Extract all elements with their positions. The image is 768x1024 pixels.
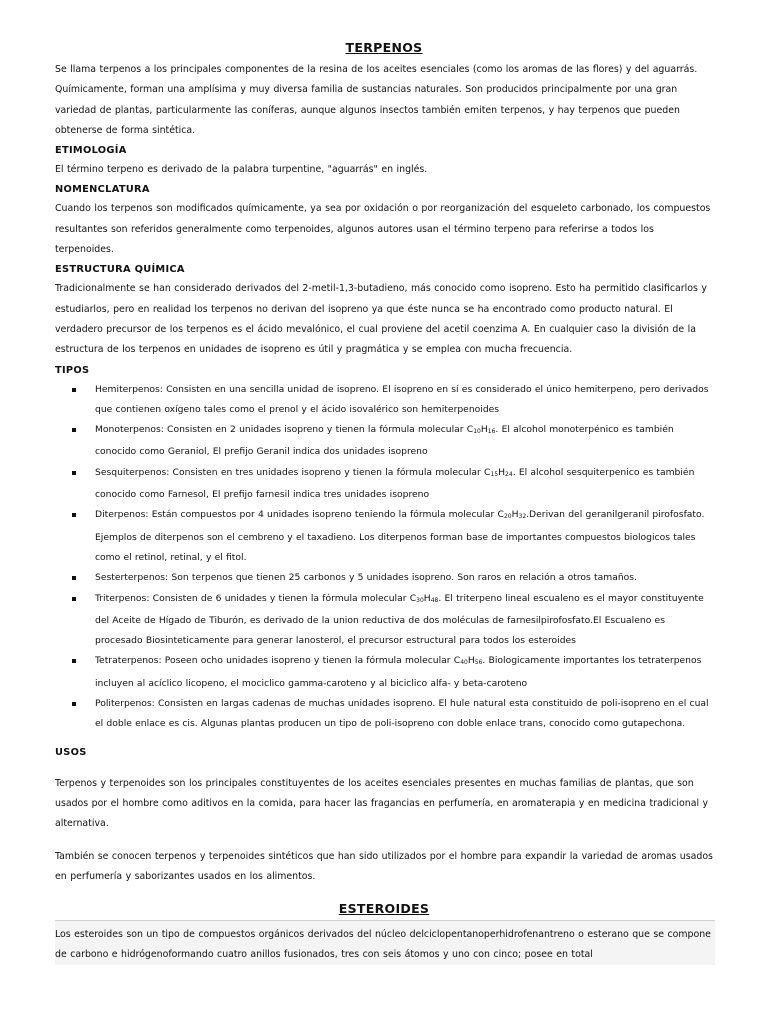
usos-paragraph-1: Terpenos y terpenoides son los principales constituyentes de los aceites esenciales presentes en muchas familias de plantas, que son usados por el hombre como aditivos en la comida, para hacer las fragancias en perfumería, en aromaterapia y en medicina tradicional y alternativa. — [55, 777, 709, 830]
esteroides-body — [55, 920, 715, 965]
tipo-monoterpenos — [95, 420, 714, 463]
tipo-triterpenos — [95, 589, 714, 652]
nomenclatura-heading: NOMENCLATURA — [55, 184, 150, 196]
tipo-diterpenos — [95, 505, 714, 568]
tipo-sesterterpenos: Sesterterpenos: Son terpenos que tienen 25 carbonos y 5 unidades isopreno. Son raros en relación a otros tamaños. — [95, 568, 714, 588]
spacer — [55, 735, 714, 743]
di-sub-h: 32 — [518, 513, 527, 521]
tetra-text-c: . Biologicamente importantes los tetraterpenos incluyen al acíclico licopeno, el mociclico gamma-caroteno y al biciclico alfa- y beta-caroteno — [95, 655, 702, 689]
tri-text-c: . El triterpeno lineal escualeno es el mayor constituyente del Aceite de Hígado de Tiburón, es derivado de la union reductiva de dos moléculas de farnesilpirofosfato.El Escualeno es procesado Biosinteticamente para generar lanosterol, el precursor estructural para todos los esteroides — [95, 592, 704, 647]
esteroides-paragraph: Los esteroides son un tipo de compuestos orgánicos derivados del núcleo delciclopentanoperhidrofenantreno o esterano que se compone de carbono e hidrógenoformando cuatro anillos fusionados, tres con seis átomos y uno con cinco; posee en total — [55, 929, 711, 961]
mono-sub-c: 10 — [473, 428, 481, 436]
tipo-hemiterpenos: Hemiterpenos: Consisten en una sencilla unidad de isopreno. El isopreno en sí es considerado el único hemiterpeno, pero derivados que contienen oxígeno tales como el prenol y el ácido isovalérico son hemiterpenoides — [95, 380, 714, 421]
mono-text-a: Monoterpenos: Consisten en 2 unidades isopreno y tienen la fórmula molecular C — [95, 424, 474, 436]
tri-text-a: Triterpenos: Consisten de 6 unidades y tienen la fórmula molecular C — [95, 592, 417, 604]
di-text-c: .Derivan del geranilgeranil pirofosfato. Ejemplos de diterpenos son el cembreno y el taxadieno. Los diterpenos forman base de importantes compuestos biologicos tales como el retinol, retinal, y el fitol. — [95, 509, 705, 563]
nomenclatura-paragraph: Cuando los terpenos son modificados químicamente, ya sea por oxidación o por reorganización del esqueleto carbonado, los compuestos resultantes son referidos generalmente como terpenoides, algunos autores usan el término terpeno para referirse a todos los terpenoides. — [55, 203, 711, 256]
di-text-b: H — [511, 509, 519, 521]
estructura-paragraph: Tradicionalmente se han considerado derivados del 2-metil-1,3-butadieno, más conocido como isopreno. Esto ha permitido clasificarlos y estudiarlos, pero en realidad los terpenos no derivan del isopreno ya que éste nunca se ha encontrado como producto natural. El verdadero precursor de los terpenos es el ácido mevalónico, el cual proviene del acetil coenzima A. En cualquier caso la división de la estructura de los terpenos en unidades de isopreno es útil y pragmática y se emplea con mucha frecuencia. — [55, 283, 707, 356]
etimologia-heading: ETIMOLOGÍA — [55, 145, 127, 157]
tetra-sub-c: 40 — [460, 659, 468, 667]
esteroides-section — [0, 901, 768, 965]
sesqui-text-b: H — [498, 466, 506, 478]
tri-sub-h: 48 — [430, 596, 439, 604]
sesqui-sub-h: 24 — [505, 470, 513, 478]
tri-sub-c: 30 — [416, 596, 424, 604]
etimologia-paragraph: El término terpeno es derivado de la palabra turpentine, "aguarrás" en inglés. — [55, 164, 428, 176]
estructura-heading: ESTRUCTURA QUÍMICA — [55, 264, 185, 276]
tipo-sesquiterpenos — [95, 463, 714, 506]
intro-paragraph: Se llama terpenos a los principales componentes de la resina de los aceites esenciales (como los aromas de las flores) y del aguarrás. Químicamente, forman una amplísima y muy diversa familia de sustancias naturales. Son producidos principalmente por una gran variedad de plantas, particularmente las coníferas, aunque algunos insectos también emiten terpenos, y hay terpenos que pueden obtenerse de forma sintética. — [55, 64, 698, 136]
tipo-politerpenos: Politerpenos: Consisten en largas cadenas de muchas unidades isopreno. El hule natural esta constituido de poli-isopreno en el cual el doble enlace es cis. Algunas plantas producen un tipo de poli-isopreno con doble enlace trans, conocido como gutapechona. — [95, 694, 714, 735]
tetra-sub-h: 56 — [474, 659, 483, 667]
tetra-text-a: Tetraterpenos: Poseen ocho unidades isopreno y tienen la fórmula molecular C — [95, 655, 461, 667]
spacer — [55, 762, 714, 774]
terpenos-content — [0, 60, 768, 887]
tipos-heading: TIPOS — [55, 364, 90, 376]
mono-text-b: H — [480, 424, 488, 436]
spacer — [55, 835, 714, 847]
mono-sub-h: 16 — [487, 428, 496, 436]
mono-text-c: . El alcohol monoterpénico es también conocido como Geraniol, El prefijo Geranil indica dos unidades isopreno — [95, 424, 674, 458]
tri-text-b: H — [423, 592, 431, 604]
usos-paragraph-2: También se conocen terpenos y terpenoides sintéticos que han sido utilizados por el hombre para expandir la variedad de aromas usados en perfumería y saborizantes usados en los alimentos. — [55, 850, 713, 882]
tipos-list — [55, 380, 714, 735]
tetra-text-b: H — [467, 655, 475, 667]
tipo-tetraterpenos — [95, 651, 714, 694]
di-text-a: Diterpenos: Están compuestos por 4 unidades isopreno teniendo la fórmula molecular C — [95, 509, 504, 521]
di-sub-c: 20 — [503, 513, 512, 521]
esteroides-title: ESTEROIDES — [338, 901, 430, 917]
sesqui-text-c: . El alcohol sesquiterpenico es también conocido como Farnesol, El prefijo farnesil indica tres unidades isopreno — [95, 466, 695, 501]
usos-heading: USOS — [55, 746, 87, 758]
terpenos-title: TERPENOS — [345, 40, 423, 55]
sesqui-text-a: Sesquiterpenos: Consisten en tres unidades isopreno y tienen la fórmula molecular C — [95, 466, 491, 478]
sesqui-sub-c: 15 — [490, 470, 499, 478]
